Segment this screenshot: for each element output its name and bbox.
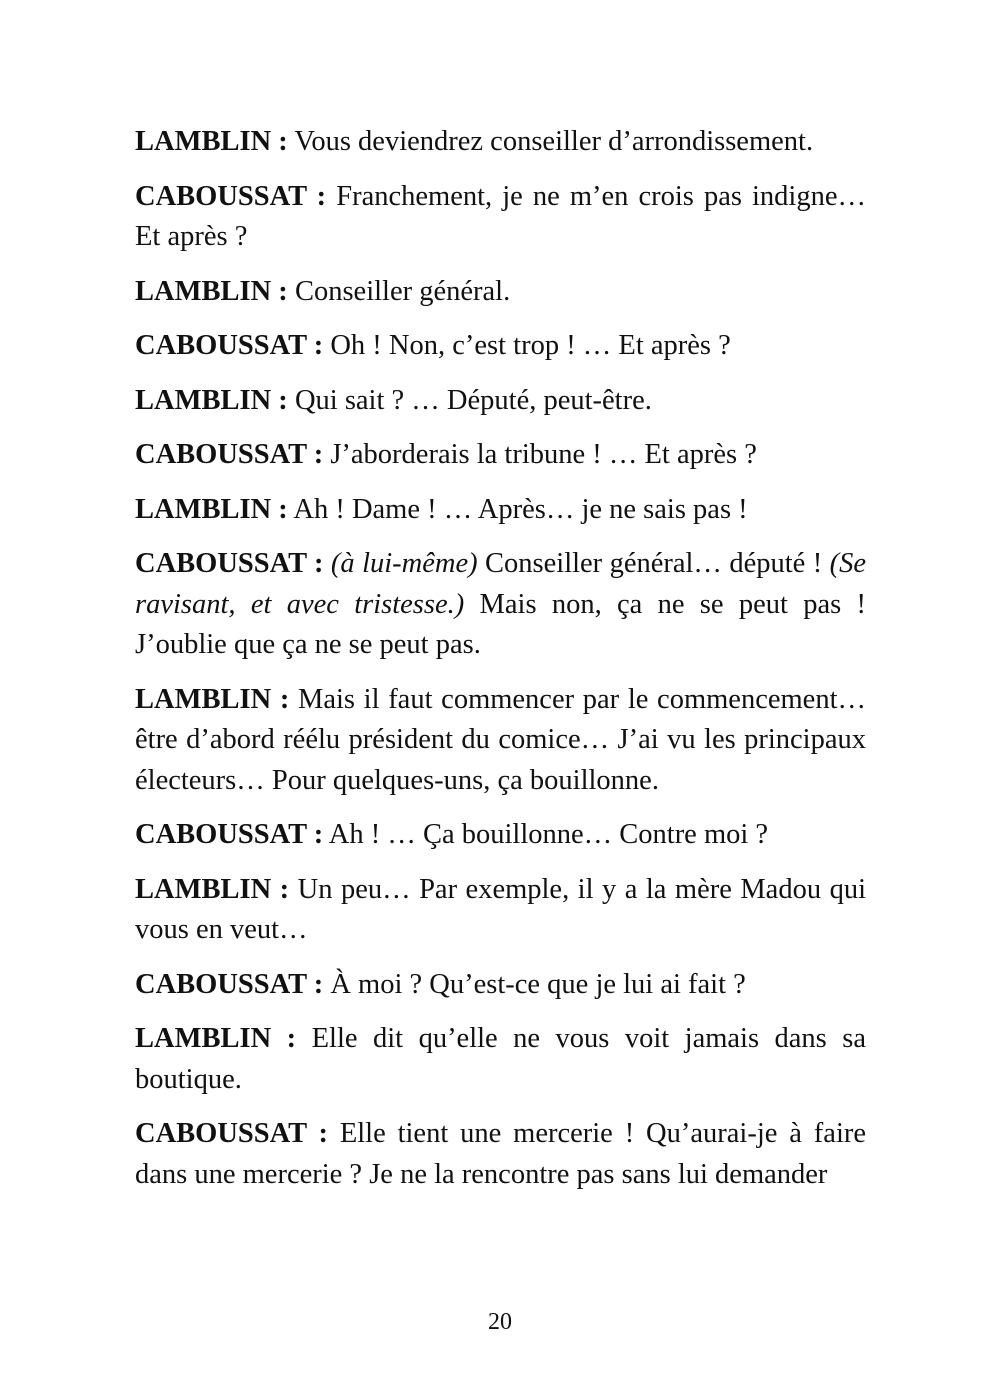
dialogue-text: Un peu… Par exemple, il y a la mère Madou qui vous en veut… (135, 873, 866, 945)
dialogue-text: Mais non, ça ne se peut pas ! J’oublie que ça ne se peut pas. (135, 588, 866, 660)
page-number: 20 (488, 1309, 512, 1335)
dialogue-paragraph (135, 1114, 866, 1195)
dialogue-text (324, 548, 331, 579)
speaker-name: CABOUSSAT : (135, 439, 324, 470)
dialogue-text: Vous deviendrez conseiller d’arrondissement. (287, 126, 814, 157)
dialogue-paragraph (135, 326, 866, 367)
dialogue-text: Elle tient une mercerie ! Qu’aurai-je à faire dans une mercerie ? Je ne la rencontre pas sans lui demander (135, 1118, 866, 1190)
dialogue-text: Mais il faut commencer par le commencement… être d’abord réélu président du comice… J’ai vu les principaux électeurs… Pour quelques-uns, ça bouillonne. (135, 683, 866, 796)
dialogue-paragraph (135, 272, 866, 313)
dialogue-paragraph (135, 435, 866, 476)
speaker-name: LAMBLIN : (135, 1023, 297, 1054)
speaker-name: LAMBLIN : (135, 275, 288, 307)
stage-direction: (Se ravisant, et avec tristesse.) (135, 548, 867, 620)
speaker-name: CABOUSSAT : (135, 330, 324, 361)
dialogue-text: Ah ! … Ça bouillonne… Contre moi ? (323, 819, 769, 850)
speaker-name: LAMBLIN : (135, 493, 288, 525)
dialogue-text: Oh ! Non, c’est trop ! … Et après ? (323, 330, 731, 361)
dialogue-text: J’aborderais la tribune ! … Et après ? (323, 439, 757, 470)
speaker-name: LAMBLIN : (135, 126, 288, 157)
dialogue-text: Ah ! Dame ! … Après… je ne sais pas ! (287, 493, 748, 525)
dialogue-text: Franchement, je ne m’en crois pas indigne… Et après ? (135, 180, 866, 252)
speaker-name: CABOUSSAT : (135, 180, 327, 212)
speaker-name: CABOUSSAT : (135, 819, 324, 850)
dialogue-text: Qui sait ? … Député, peut-être. (287, 384, 652, 416)
dialogue-paragraph (135, 870, 866, 951)
speaker-name: CABOUSSAT : (135, 548, 324, 579)
speaker-name: LAMBLIN : (135, 683, 290, 715)
page-body (135, 122, 866, 1209)
dialogue-paragraph (135, 122, 866, 163)
dialogue-paragraph (135, 381, 866, 422)
dialogue-text: À moi ? Qu’est-ce que je lui ai fait ? (323, 968, 746, 1000)
dialogue-paragraph (135, 544, 866, 666)
dialogue-text: Conseiller général… député ! (477, 548, 830, 579)
dialogue-paragraph (135, 965, 866, 1006)
dialogue-paragraph (135, 815, 866, 856)
dialogue-text: Conseiller général. (287, 275, 511, 307)
speaker-name: LAMBLIN : (135, 873, 290, 905)
dialogue-paragraph (135, 1019, 866, 1100)
dialogue-paragraph (135, 490, 866, 531)
speaker-name: LAMBLIN : (135, 384, 288, 416)
dialogue-text: Elle dit qu’elle ne vous voit jamais dans sa boutique. (135, 1023, 866, 1095)
speaker-name: CABOUSSAT : (135, 968, 324, 1000)
stage-direction: (à lui-même) (330, 548, 478, 579)
dialogue-paragraph (135, 177, 866, 258)
dialogue-paragraph (135, 680, 866, 802)
speaker-name: CABOUSSAT : (135, 1118, 328, 1149)
